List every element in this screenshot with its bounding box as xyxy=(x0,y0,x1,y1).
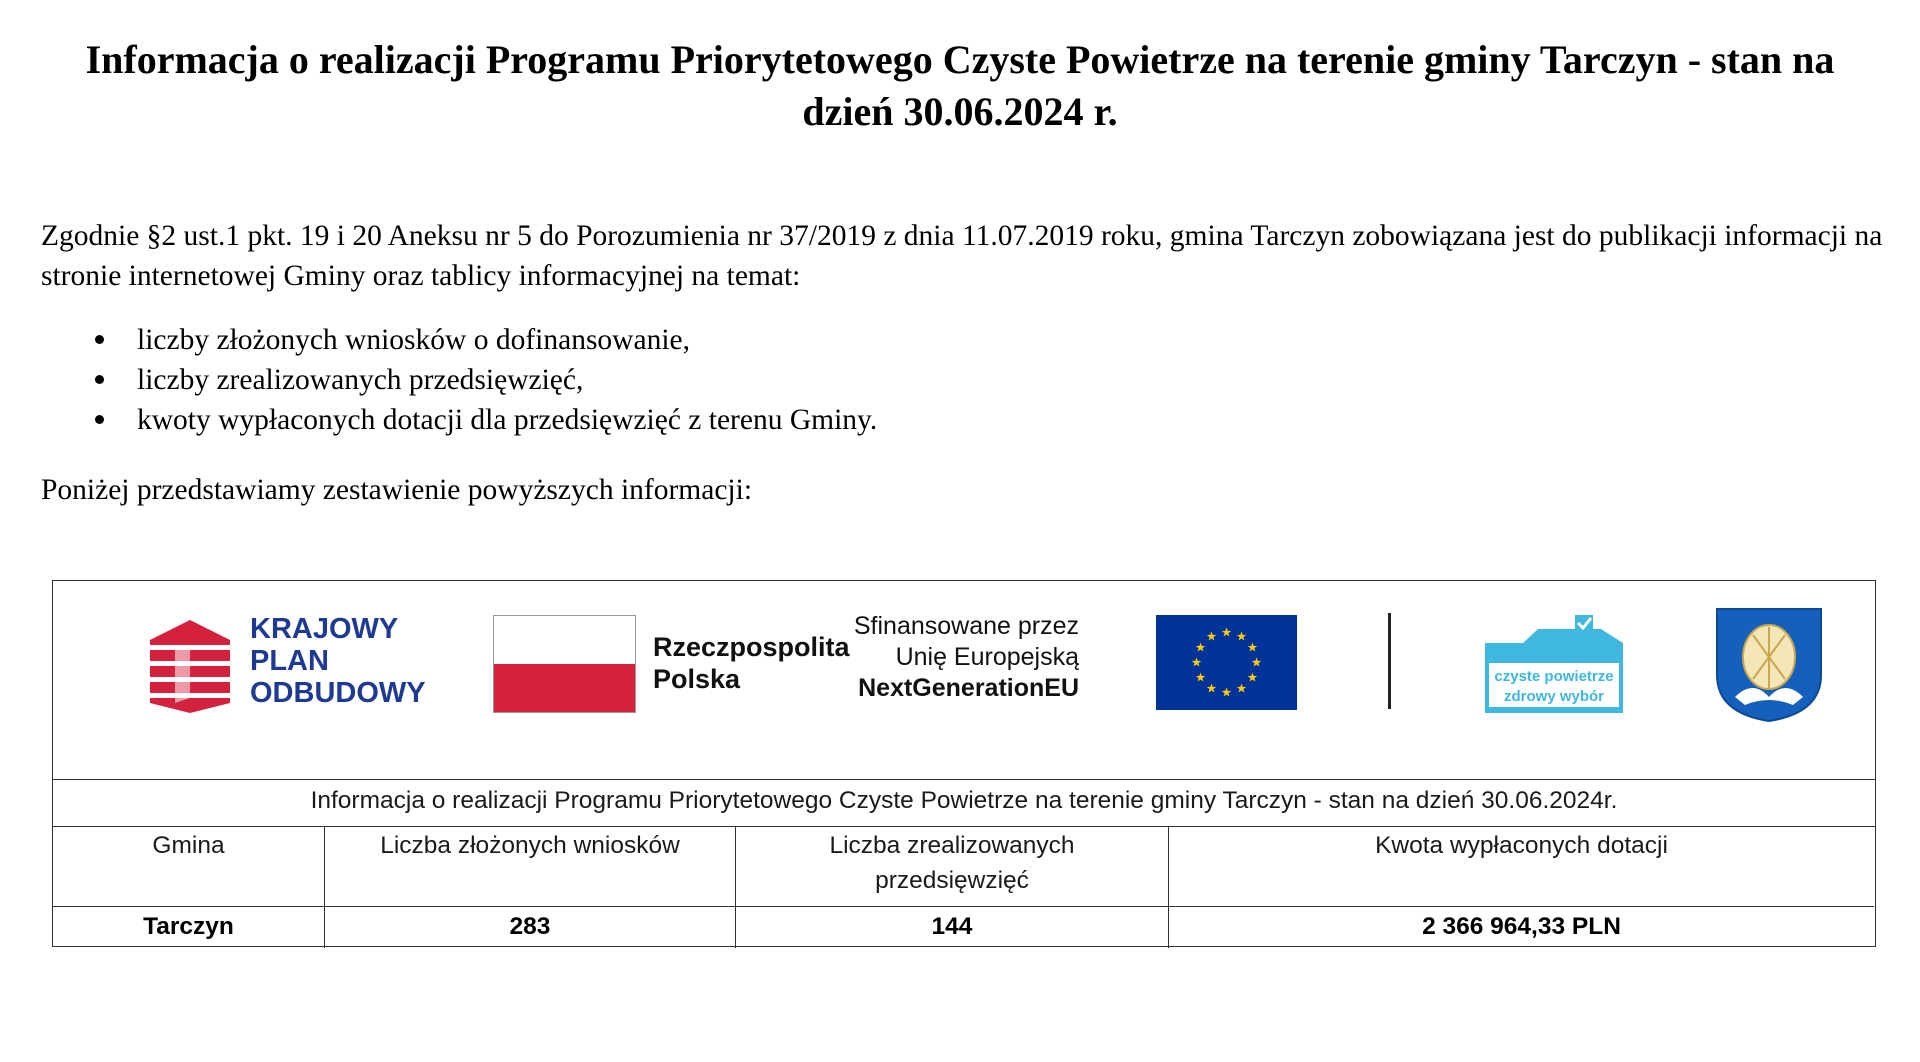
logo-separator xyxy=(1388,613,1391,709)
kpo-mark-icon xyxy=(145,615,235,715)
column-wnioski xyxy=(325,826,736,948)
svg-text:czyste powietrze: czyste powietrze xyxy=(1494,668,1614,685)
column-gmina xyxy=(53,826,325,948)
kpo-logo xyxy=(145,613,445,723)
bullet-icon xyxy=(95,335,104,344)
summary-line: Poniżej przedstawiamy zestawienie powyższych informacji: xyxy=(41,474,753,506)
poland-flag-icon xyxy=(493,615,636,713)
bullet-list xyxy=(95,320,1795,440)
list-item: kwoty wypłaconych dotacji dla przedsięwzięć z terenu Gminy. xyxy=(95,400,1795,440)
svg-text:zdrowy wybór: zdrowy wybór xyxy=(1503,688,1605,705)
table-cell: 2 366 964,33 PLN xyxy=(1422,913,1621,940)
table-caption: Informacja o realizacji Programu Priorytetowego Czyste Powietrze na terenie gminy Tarczyn - stan na dzień 30.06.2024r. xyxy=(53,779,1875,827)
table-cell: 144 xyxy=(931,913,973,940)
column-kwota xyxy=(1169,826,1874,948)
column-header: Liczba zrealizowanych przedsięwzięć xyxy=(736,826,1168,907)
list-item: liczby zrealizowanych przedsięwzięć, xyxy=(95,360,1795,400)
table-cell: 283 xyxy=(509,913,551,940)
table-body xyxy=(53,826,1875,948)
column-header: Liczba złożonych wniosków xyxy=(325,826,735,907)
poland-wordmark: Rzeczpospolita Polska xyxy=(653,632,850,694)
bullet-icon xyxy=(95,415,104,424)
column-header: Kwota wypłaconych dotacji xyxy=(1169,826,1874,907)
logo-band xyxy=(53,581,1875,780)
kpo-wordmark: KRAJOWY PLAN ODBUDOWY xyxy=(250,613,426,709)
column-header: Gmina xyxy=(53,826,324,907)
czyste-powietrze-logo-icon xyxy=(1483,613,1625,713)
eu-funding-text: Sfinansowane przez Unię Europejską NextGenerationEU xyxy=(853,612,1079,702)
table-cell: Tarczyn xyxy=(143,913,234,940)
intro-paragraph: Zgodnie §2 ust.1 pkt. 19 i 20 Aneksu nr 5 do Porozumienia nr 37/2019 z dnia 11.07.2019 roku, gmina Tarczyn zobowiązana jest do publikacji informacji na stronie internetowej Gminy oraz tablicy informacyjnej na temat: xyxy=(41,220,1883,292)
document-title: Informacja o realizacji Programu Priorytetowego Czyste Powietrze na terenie gminy Tarczyn - stan na dzień 30.06.2024 r. xyxy=(85,37,1835,134)
bullet-icon xyxy=(95,375,104,384)
municipal-crest-icon xyxy=(1713,605,1825,723)
column-przedsiewziecia xyxy=(736,826,1169,948)
list-item: liczby złożonych wniosków o dofinansowanie, xyxy=(95,320,1795,360)
eu-flag-icon xyxy=(1156,615,1297,710)
info-table xyxy=(52,580,1876,947)
